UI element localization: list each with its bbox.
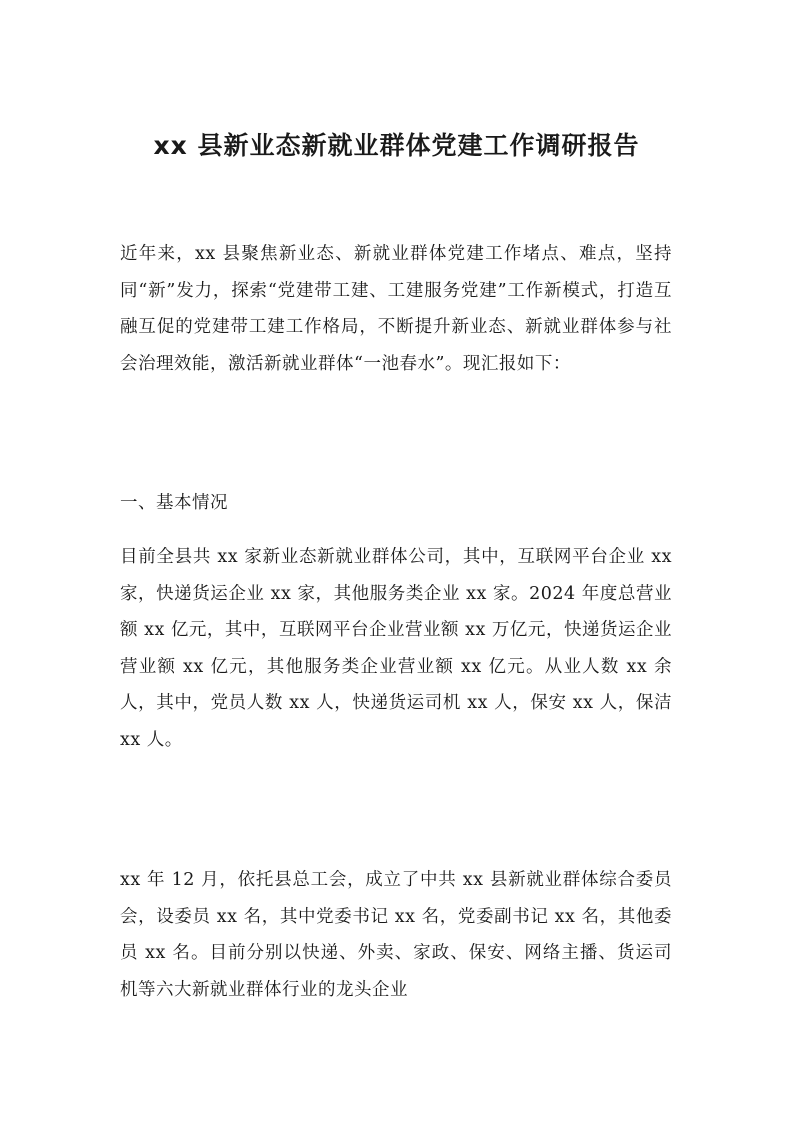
basic-situation-paragraph-2: xx 年 12 月，依托县总工会，成立了中共 xx 县新就业群体综合委员会，设委员 xx 名，其中党委书记 xx 名，党委副书记 xx 名，其他委员 xx 名。目前分别以快递、外卖、家政、保安、网络主播、货运司机等六大新就业群体行业的龙头企业 <box>120 870 672 1000</box>
intro-paragraph: 近年来，xx 县聚焦新业态、新就业群体党建工作堵点、难点，坚持同“新”发力，探索“党建带工建、工建服务党建”工作新模式，打造互融互促的党建带工建工作格局，不断提升新业态、新就业群体参与社会治理效能，激活新就业群体“一池春水”。现汇报如下： <box>120 244 672 374</box>
document-title: xx 县新业态新就业群体党建工作调研报告 <box>153 131 640 160</box>
basic-situation-paragraph-1: 目前全县共 xx 家新业态新就业群体公司，其中，互联网平台企业 xx 家，快递货运企业 xx 家，其他服务类企业 xx 家。2024 年度总营业额 xx 亿元，其中，互联网平台企业营业额 xx 万亿元，快递货运企业营业额 xx 亿元，其他服务类企业营业额 xx 亿元。从业人数 xx 余人，其中，党员人数 xx 人，快递货运司机 xx 人，保安 xx 人，保洁 xx 人。 <box>120 547 672 750</box>
section-heading-basic-situation: 一、基本情况 <box>120 493 228 513</box>
